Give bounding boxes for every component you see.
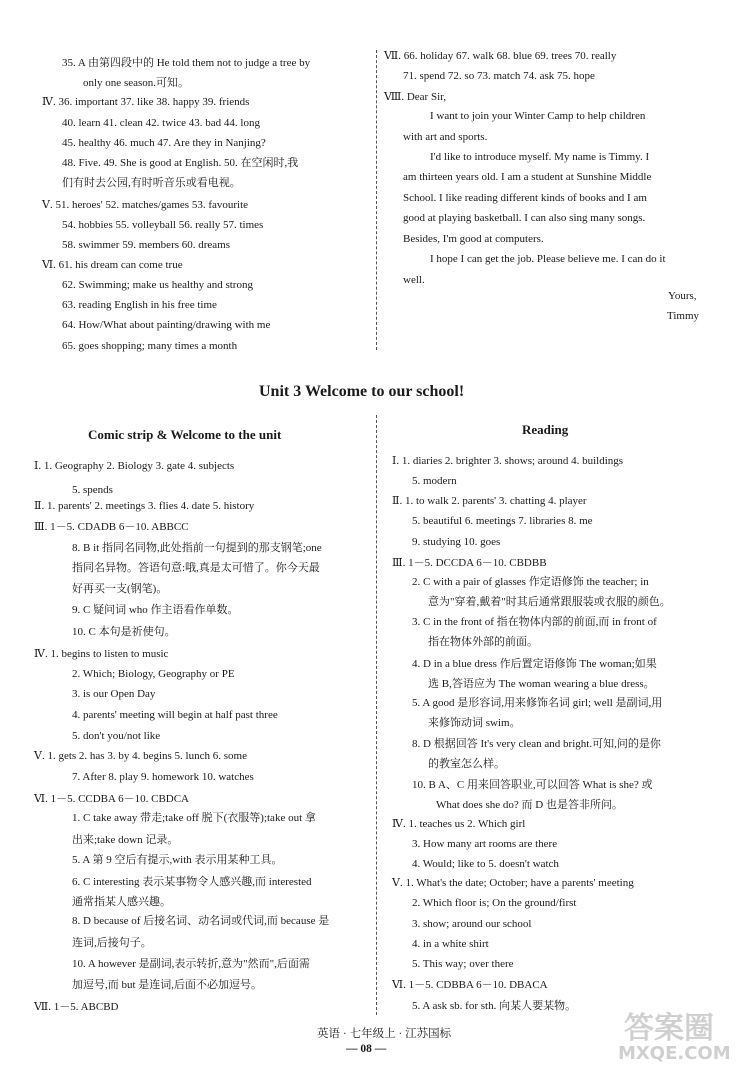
answer-line: 8. B it 指同名同物,此处指前一句提到的那支钢笔;one	[72, 542, 322, 554]
answer-line: 2. Which; Biology, Geography or PE	[72, 668, 235, 680]
answer-line: 好再买一支(钢笔)。	[72, 583, 168, 595]
answer-line: Ⅴ. 1. gets 2. has 3. by 4. begins 5. lunch 6. some	[34, 750, 247, 762]
answer-line: 连词,后接句子。	[72, 937, 152, 949]
answer-line: 来修饰动词 swim。	[428, 717, 521, 729]
column-divider	[376, 50, 377, 350]
answer-line: 9. C 疑问词 who 作主语看作单数。	[72, 604, 239, 616]
answer-line: 48. Five. 49. She is good at English. 50. 在空闲时,我	[62, 157, 299, 169]
answer-line: 7. After 8. play 9. homework 10. watches	[72, 771, 254, 783]
answer-line: 8. D because of 后接名词、动名词或代词,而 because 是	[72, 915, 330, 927]
answer-line: 62. Swimming; make us healthy and strong	[62, 279, 253, 291]
answer-line: 10. B A、C 用来回答职业,可以回答 What is she? 或	[412, 779, 653, 791]
answer-line: 2. C with a pair of glasses 作定语修饰 the teacher; in	[412, 576, 649, 588]
answer-line: 5. don't you/not like	[72, 730, 161, 742]
answer-line: 5. beautiful 6. meetings 7. libraries 8. me	[412, 515, 593, 527]
answer-line: Ⅵ. 1－5. CCDBA 6－10. CBDCA	[34, 793, 190, 805]
answer-line: Ⅳ. 1. begins to listen to music	[34, 648, 169, 660]
answer-line: Ⅲ. 1－5. DCCDA 6－10. CBDBB	[392, 557, 547, 569]
answer-line: 54. hobbies 55. volleyball 56. really 57. times	[62, 219, 264, 231]
answer-line: 意为"穿着,戴着"时其后通常跟服装或衣服的颜色。	[428, 596, 671, 608]
answer-line: 5. A 第 9 空后有提示,with 表示用某种工具。	[72, 854, 283, 866]
answer-line: Ⅱ. 1. parents' 2. meetings 3. flies 4. date 5. history	[34, 500, 255, 512]
answer-line: Ⅵ. 1－5. CDBBA 6－10. DBACA	[392, 979, 548, 991]
answer-line: 3. How many art rooms are there	[412, 838, 558, 850]
answer-line: only one season.可知。	[83, 77, 190, 89]
answer-line: Ⅵ. 61. his dream can come true	[42, 259, 183, 271]
answer-line: 63. reading English in his free time	[62, 299, 217, 311]
letter-greeting: Ⅷ. Dear Sir,	[384, 91, 447, 103]
answer-line: 3. C in the front of 指在物体内部的前面,而 in front of	[412, 616, 657, 628]
answer-line: 40. learn 41. clean 42. twice 43. bad 44. long	[62, 117, 260, 129]
answer-line: Ⅰ. 1. diaries 2. brighter 3. shows; around 4. buildings	[392, 455, 624, 467]
answer-line: 5. A good 是形容词,用来修饰名词 girl; well 是副词,用	[412, 697, 663, 709]
answer-line: 加逗号,而 but 是连词,后面不必加逗号。	[72, 979, 263, 991]
answer-line: 3. is our Open Day	[72, 688, 156, 700]
footer-label: 英语 · 七年级上 · 江苏国标	[317, 1028, 452, 1040]
letter-line: good at playing basketball. I can also sing many songs.	[403, 212, 646, 224]
column-divider	[376, 415, 377, 1015]
answer-line: 选 B,答语应为 The woman wearing a blue dress。	[428, 678, 655, 690]
answer-line: 4. parents' meeting will begin at half past three	[72, 709, 278, 721]
answer-line: 4. D in a blue dress 作后置定语修饰 The woman;如果	[412, 658, 657, 670]
letter-line: with art and sports.	[403, 131, 488, 143]
letter-closing: Yours,	[668, 290, 697, 302]
letter-line: School. I like reading different kinds of books and I am	[403, 192, 647, 204]
section-heading-reading: Reading	[522, 422, 569, 437]
answer-line: 们有时去公园,有时听音乐或看电视。	[62, 177, 241, 189]
watermark-url: MXQE.COM	[618, 1043, 731, 1064]
answer-line: 通常指某人感兴趣。	[72, 896, 171, 908]
answer-line: 的教室怎么样。	[428, 758, 505, 770]
answer-line: 5. This way; over there	[412, 958, 514, 970]
answer-line: 9. studying 10. goes	[412, 536, 501, 548]
answer-line: 1. C take away 带走;take off 脱下(衣服等);take out 拿	[72, 812, 316, 824]
answer-line: 71. spend 72. so 73. match 74. ask 75. hope	[403, 70, 595, 82]
answer-line: 4. Would; like to 5. doesn't watch	[412, 858, 559, 870]
answer-line: Ⅲ. 1－5. CDADB 6－10. ABBCC	[34, 521, 189, 533]
letter-line: I want to join your Winter Camp to help children	[430, 110, 646, 122]
answer-line: Ⅶ. 1－5. ABCBD	[34, 1001, 119, 1013]
answer-line: Ⅰ. 1. Geography 2. Biology 3. gate 4. subjects	[34, 460, 235, 472]
answer-line: Ⅳ. 36. important 37. like 38. happy 39. friends	[42, 96, 250, 108]
answer-line: 3. show; around our school	[412, 918, 532, 930]
answer-line: 45. healthy 46. much 47. Are they in Nanjing?	[62, 137, 266, 149]
letter-line: I'd like to introduce myself. My name is Timmy. I	[430, 151, 650, 163]
answer-line: 4. in a white shirt	[412, 938, 489, 950]
answer-line: 指在物体外部的前面。	[428, 636, 538, 648]
section-heading-comic-strip: Comic strip & Welcome to the unit	[88, 427, 282, 442]
answer-line: What does she do? 而 D 也是答非所问。	[436, 799, 623, 811]
unit-title: Unit 3 Welcome to our school!	[259, 383, 465, 400]
answer-line: Ⅱ. 1. to walk 2. parents' 3. chatting 4. player	[392, 495, 587, 507]
answer-line: 10. A however 是副词,表示转折,意为"然而",后面需	[72, 958, 310, 970]
letter-line: well.	[403, 274, 425, 286]
answer-line: 5. modern	[412, 475, 457, 487]
answer-line: Ⅴ. 1. What's the date; October; have a parents' meeting	[392, 877, 634, 889]
answer-line: 64. How/What about painting/drawing with me	[62, 319, 271, 331]
answer-line: 5. A ask sb. for sth. 向某人要某物。	[412, 1000, 577, 1012]
letter-line: Besides, I'm good at computers.	[403, 233, 544, 245]
watermark-logo: 答案圈	[624, 1011, 714, 1046]
answer-line: 出来;take down 记录。	[72, 834, 179, 846]
answer-line: Ⅴ. 51. heroes' 52. matches/games 53. favourite	[42, 199, 249, 211]
answer-line: 6. C interesting 表示某事物令人感兴趣,而 interested	[72, 876, 312, 888]
answer-line: 58. swimmer 59. members 60. dreams	[62, 239, 231, 251]
answer-line: 指同名异物。答语句意:哦,真是太可惜了。你今天最	[72, 562, 320, 574]
letter-signature: Timmy	[667, 310, 700, 322]
letter-line: am thirteen years old. I am a student at Sunshine Middle	[403, 171, 652, 183]
answer-line: 65. goes shopping; many times a month	[62, 340, 238, 352]
answer-line: 5. spends	[72, 484, 113, 496]
letter-line: I hope I can get the job. Please believe me. I can do it	[430, 253, 666, 265]
answer-line: 8. D 根据回答 It's very clean and bright.可知,问的是你	[412, 738, 661, 750]
answer-line: 10. C 本句是祈使句。	[72, 626, 176, 638]
answer-line: Ⅶ. 66. holiday 67. walk 68. blue 69. trees 70. really	[384, 50, 617, 62]
answer-line: Ⅳ. 1. teaches us 2. Which girl	[392, 818, 526, 830]
answer-line: 35. A 由第四段中的 He told them not to judge a tree by	[62, 57, 311, 69]
answer-line: 2. Which floor is; On the ground/first	[412, 897, 577, 909]
page-number: — 08 —	[346, 1043, 387, 1055]
